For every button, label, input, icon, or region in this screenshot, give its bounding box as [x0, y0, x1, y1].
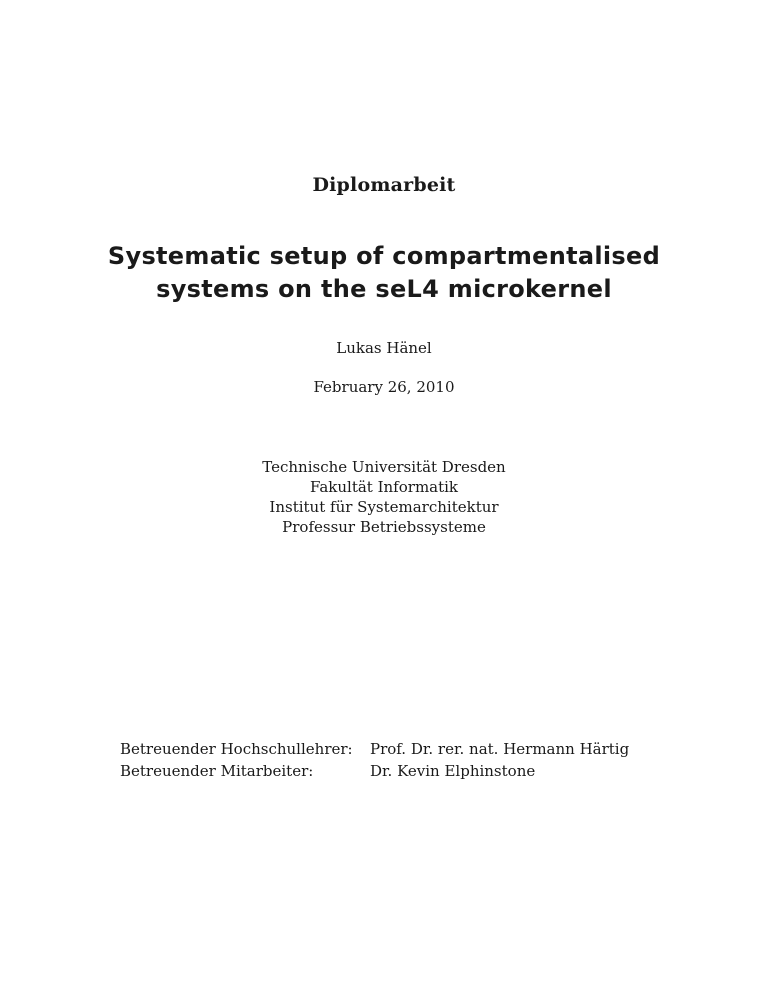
- supervisor-role: Betreuender Hochschullehrer:: [120, 740, 353, 758]
- affiliation-faculty: Fakultät Informatik: [309, 478, 459, 496]
- affiliation-block: [0, 457, 768, 537]
- submission-date: February 26, 2010: [313, 378, 455, 396]
- supervisor-name: Dr. Kevin Elphinstone: [370, 762, 536, 780]
- supervisor-name: Prof. Dr. rer. nat. Hermann Härtig: [370, 740, 630, 758]
- thesis-title-line-1: Systematic setup of compartmentalised: [107, 242, 661, 270]
- thesis-title-line-2: systems on the seL4 microkernel: [156, 275, 612, 303]
- supervisor-row: [120, 760, 629, 782]
- affiliation-institute: Institut für Systemarchitektur: [269, 498, 499, 516]
- thesis-title: [0, 240, 768, 306]
- affiliation-chair: Professur Betriebssysteme: [282, 518, 486, 536]
- supervisor-role: Betreuender Mitarbeiter:: [120, 762, 314, 780]
- affiliation-university: Technische Universität Dresden: [262, 458, 506, 476]
- thesis-type: Diplomarbeit: [312, 174, 456, 196]
- supervisor-row: [120, 738, 629, 760]
- supervisors-block: [120, 738, 629, 782]
- author-name: Lukas Hänel: [336, 339, 432, 357]
